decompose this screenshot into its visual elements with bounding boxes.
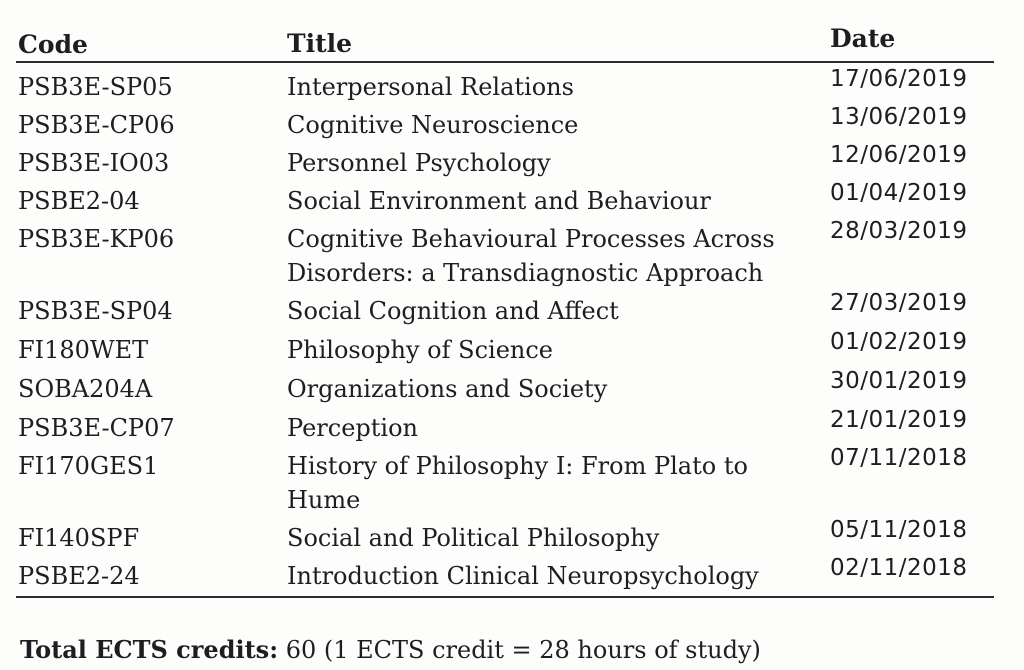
course-code: FI180WET bbox=[18, 336, 149, 364]
course-code: PSBE2-24 bbox=[18, 562, 140, 590]
course-date: 21/01/2019 bbox=[830, 407, 968, 433]
column-header-title: Title bbox=[287, 29, 353, 58]
column-header-code: Code bbox=[18, 30, 88, 59]
total-credits-line bbox=[20, 633, 761, 667]
course-date: 02/11/2018 bbox=[830, 555, 968, 581]
total-credits-value: 60 (1 ECTS credit = 28 hours of study) bbox=[285, 636, 761, 664]
course-title: Social Environment and Behaviour bbox=[287, 187, 711, 215]
course-date: 28/03/2019 bbox=[830, 218, 968, 244]
course-code: PSB3E-CP07 bbox=[18, 414, 175, 442]
course-date: 07/11/2018 bbox=[830, 445, 968, 471]
course-date: 27/03/2019 bbox=[830, 290, 968, 316]
course-date: 01/02/2019 bbox=[830, 329, 968, 355]
course-date: 01/04/2019 bbox=[830, 180, 968, 206]
course-code: PSB3E-SP04 bbox=[18, 297, 173, 325]
course-date: 30/01/2019 bbox=[830, 368, 968, 394]
course-title: Introduction Clinical Neuropsychology bbox=[287, 562, 759, 590]
table-row bbox=[0, 555, 1024, 597]
column-header-date: Date bbox=[830, 24, 896, 53]
course-code: SOBA204A bbox=[18, 375, 153, 403]
total-credits-label: Total ECTS credits: bbox=[20, 635, 279, 664]
table-row bbox=[0, 218, 1024, 294]
course-date: 13/06/2019 bbox=[830, 104, 968, 130]
course-title: Social and Political Philosophy bbox=[287, 524, 660, 552]
course-title: Philosophy of Science bbox=[287, 336, 554, 364]
course-title: Personnel Psychology bbox=[287, 149, 551, 177]
course-title: Interpersonal Relations bbox=[287, 73, 574, 101]
course-title: Cognitive Behavioural Processes Across Disorders: a Transdiagnostic Approach bbox=[287, 225, 775, 287]
course-code: PSB3E-CP06 bbox=[18, 111, 175, 139]
course-code: PSB3E-IO03 bbox=[18, 149, 170, 177]
course-code: FI140SPF bbox=[18, 524, 140, 552]
course-code: FI170GES1 bbox=[18, 452, 159, 480]
course-title: Perception bbox=[287, 414, 418, 442]
course-date: 05/11/2018 bbox=[830, 517, 968, 543]
course-title: Social Cognition and Affect bbox=[287, 297, 619, 325]
course-code: PSBE2-04 bbox=[18, 187, 140, 215]
course-code: PSB3E-KP06 bbox=[18, 225, 175, 253]
course-title: Cognitive Neuroscience bbox=[287, 111, 579, 139]
course-title: Organizations and Society bbox=[287, 375, 608, 403]
table-row bbox=[0, 445, 1024, 521]
course-title: History of Philosophy I: From Plato to Hume bbox=[287, 452, 748, 514]
table-bottom-divider bbox=[16, 596, 994, 598]
course-code: PSB3E-SP05 bbox=[18, 73, 173, 101]
course-date: 17/06/2019 bbox=[830, 66, 968, 92]
course-date: 12/06/2019 bbox=[830, 142, 968, 168]
